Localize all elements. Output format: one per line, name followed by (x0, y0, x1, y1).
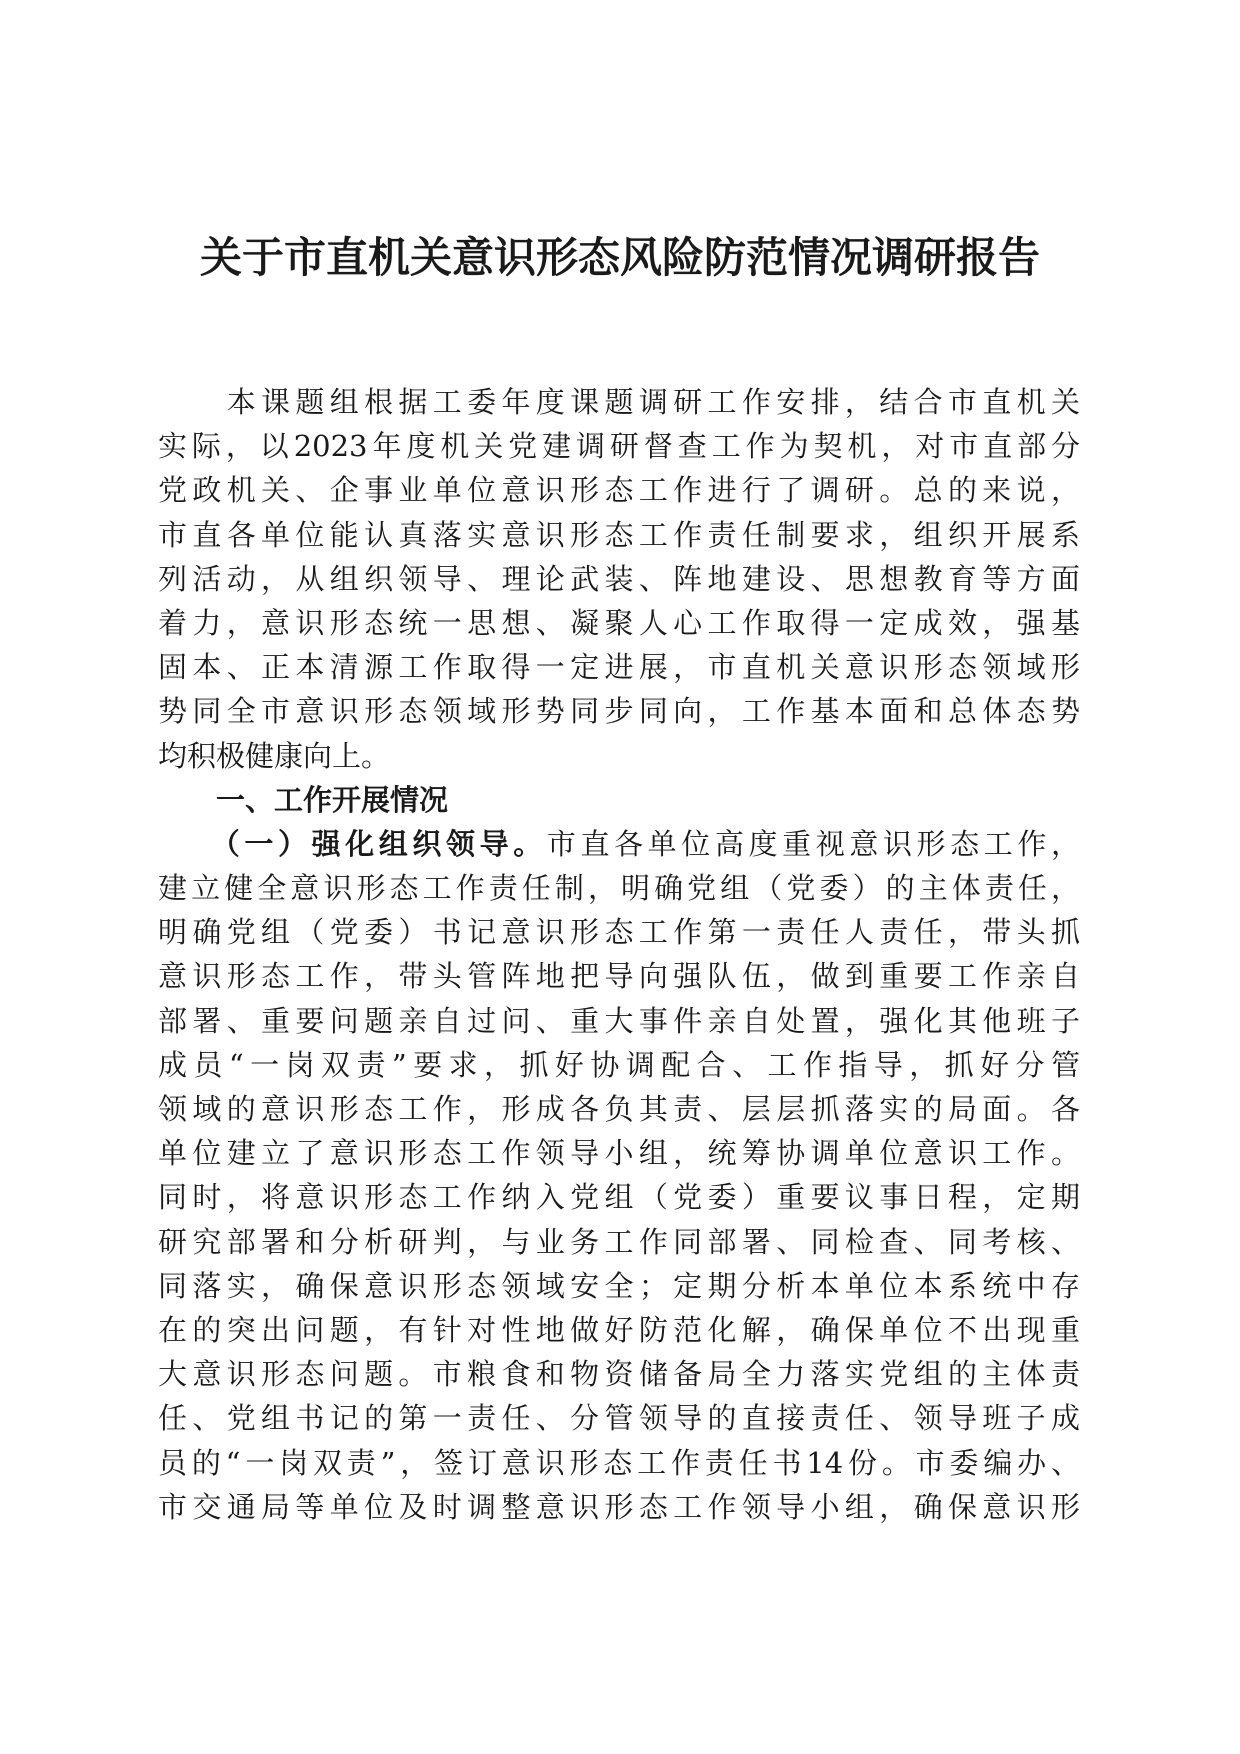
section-heading (158, 778, 1080, 822)
paragraph-line: 大意识形态问题。市粮食和物资储备局全力落实党组的主体责 (158, 1357, 1080, 1392)
paragraph-line: 在的突出问题，有针对性地做好防范化解，确保单位不出现重 (158, 1312, 1080, 1347)
paragraph-line: 市交通局等单位及时调整意识形态工作领导小组，确保意识形 (158, 1489, 1080, 1524)
paragraph-line: 领域的意识形态工作，形成各负其责、层层抓落实的局面。各 (158, 1092, 1080, 1126)
paragraph-line: 市直各单位能认真落实意识形态工作责任制要求，组织开展系 (158, 517, 1080, 552)
paragraph-line: 着力，意识形态统一思想、凝聚人心工作取得一定成效，强基 (158, 605, 1080, 640)
paragraph-line: 任、党组书记的第一责任、分管领导的直接责任、领导班子成 (158, 1401, 1080, 1436)
paragraph-line: 同时，将意识形态工作纳入党组（党委）重要议事日程，定期 (158, 1180, 1080, 1215)
document-title: 关于市直机关意识形态风险防范情况调研报告 (199, 233, 1040, 282)
paragraph-line: 研究部署和分析研判，与业务工作同部署、同检查、同考核、 (158, 1224, 1080, 1259)
paragraph-line: 党政机关、企事业单位意识形态工作进行了调研。总的来说， (158, 473, 1080, 508)
paragraph-line: 成员“一岗双责”要求，抓好协调配合、工作指导，抓好分管 (158, 1047, 1080, 1082)
paragraph-line: 固本、正本清源工作取得一定进展，市直机关意识形态领域形 (158, 650, 1080, 685)
paragraph-line: 明确党组（党委）书记意识形态工作第一责任人责任，带头抓 (158, 915, 1080, 950)
paragraph-line: 员的“一岗双责”，签订意识形态工作责任书14份。市委编办、 (158, 1445, 1080, 1480)
paragraph-line: 部署、重要问题亲自过问、重大事件亲自处置，强化其他班子 (158, 1003, 1080, 1038)
paragraph-line: 列活动，从组织领导、理论武装、阵地建设、思想教育等方面 (158, 561, 1080, 596)
paragraph-line: 建立健全意识形态工作责任制，明确党组（党委）的主体责任， (158, 871, 1080, 906)
subsection-first-line-text: 市直各单位高度重视意识形态工作， (546, 826, 1080, 861)
subsection-label: （一）强化组织领导。 (225, 826, 547, 861)
subsection-first-line (158, 822, 1080, 866)
paragraph-line: 实际，以2023年度机关党建调研督查工作为契机，对市直部分 (158, 429, 1080, 464)
section-heading-text: 一、工作开展情况 (216, 782, 449, 817)
paragraph-line: 本课题组根据工委年度课题调研工作安排，结合市直机关 (158, 385, 1080, 419)
document-body (158, 380, 1080, 1529)
paragraph-line: 势同全市意识形态领域形势同步同向，工作基本面和总体态势 (158, 694, 1080, 729)
paragraph-line: 同落实，确保意识形态领域安全；定期分析本单位本系统中存 (158, 1268, 1080, 1303)
paragraph-line: 均积极健康向上。 (158, 738, 391, 773)
paragraph-line: 意识形态工作，带头管阵地把导向强队伍，做到重要工作亲自 (158, 959, 1080, 994)
paragraph-line: 单位建立了意识形态工作领导小组，统筹协调单位意识工作。 (158, 1136, 1080, 1171)
